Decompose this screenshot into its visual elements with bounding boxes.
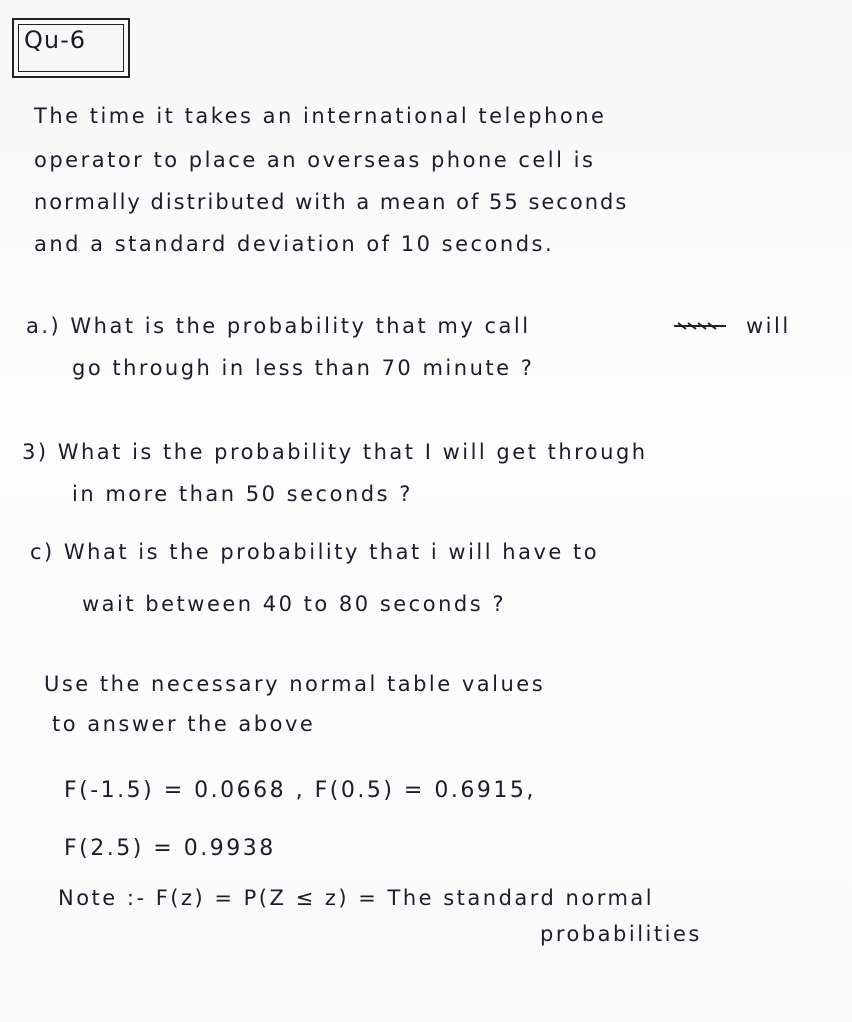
instruction-line-2: to answer the above [52, 712, 316, 736]
values-line-2: F(2.5) = 0.9938 [64, 836, 276, 861]
note-line-1: Note :- F(z) = P(Z ≤ z) = The standard normal [58, 886, 655, 910]
scribble-mark [672, 322, 728, 330]
problem-line-3: normally distributed with a mean of 55 seconds [34, 190, 629, 214]
values-line-1: F(-1.5) = 0.0668 , F(0.5) = 0.6915, [64, 778, 536, 803]
problem-line-1: The time it takes an international telephone [34, 104, 607, 128]
part-b-line-2: in more than 50 seconds ? [72, 482, 413, 506]
part-b-line-1: 3) What is the probability that I will get through [22, 440, 648, 464]
part-a-line-1: a.) What is the probability that my call [26, 314, 531, 338]
question-label: Qu-6 [24, 26, 87, 54]
part-c-line-2: wait between 40 to 80 seconds ? [82, 592, 506, 616]
instruction-line-1: Use the necessary normal table values [44, 672, 546, 696]
part-a-line-2: go through in less than 70 minute ? [72, 356, 535, 380]
problem-line-2: operator to place an overseas phone cell is [34, 148, 596, 172]
part-a-line-1-end: will [746, 314, 791, 338]
note-line-2: probabilities [540, 922, 702, 946]
part-c-line-1: c) What is the probability that i will have to [30, 540, 600, 564]
problem-line-4: and a standard deviation of 10 seconds. [34, 232, 555, 256]
